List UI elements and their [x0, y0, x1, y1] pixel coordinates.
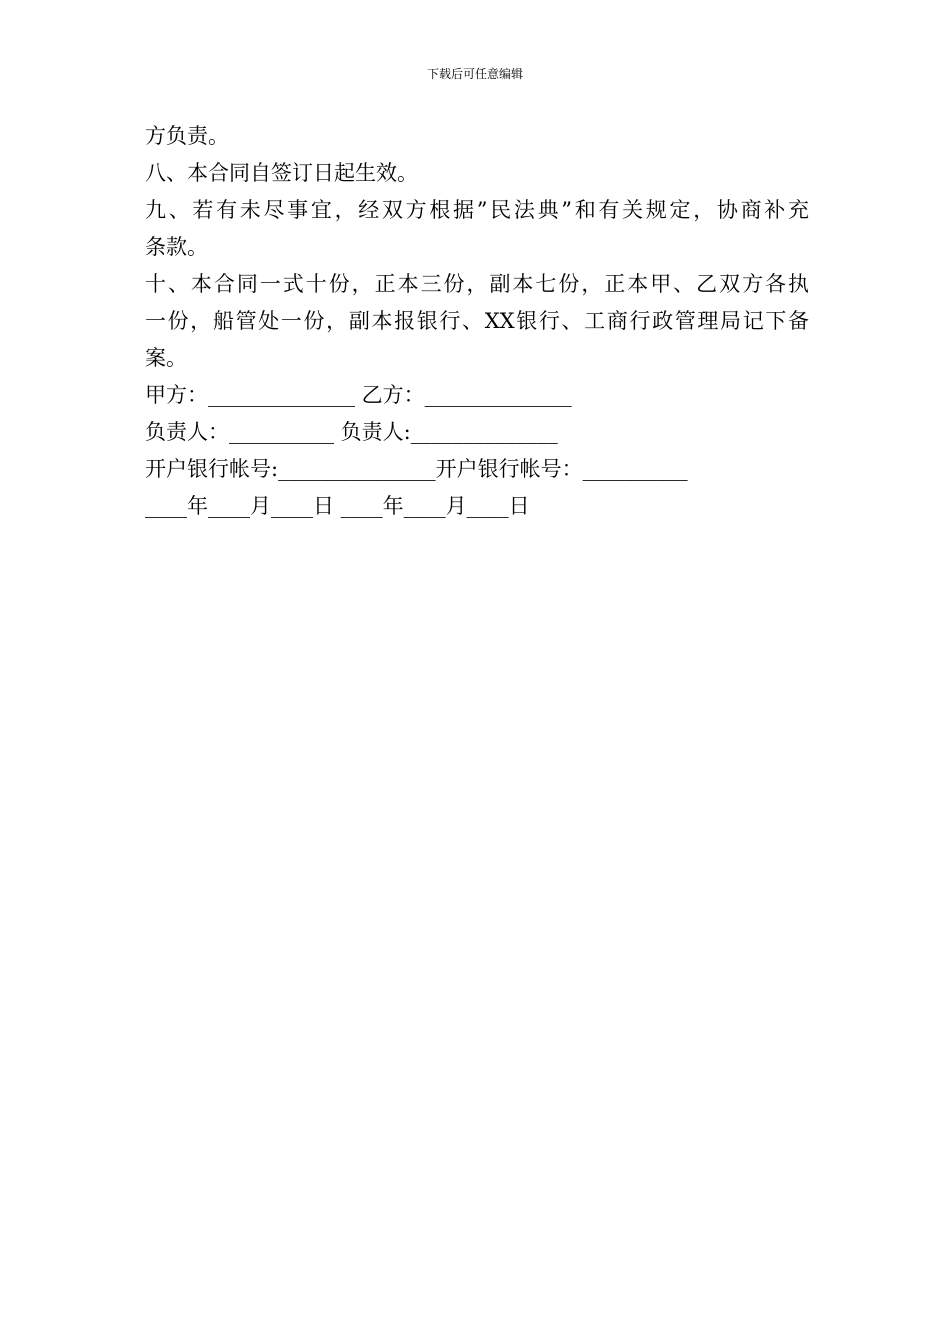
- clause-ten-line-2: 一份，船管处一份，副本报银行、XX银行、工商行政管理局记下备: [145, 309, 809, 333]
- page-header: 下载后可任意编辑: [426, 67, 523, 81]
- clause-nine-line-2: 条款。: [145, 235, 208, 259]
- clause-eight: 八、本合同自签订日起生效。: [145, 161, 418, 185]
- signature-responsible-line: 负责人：__________ 负责人:______________: [145, 420, 558, 444]
- signature-party-line: 甲方：______________ 乙方：______________: [145, 383, 572, 407]
- clause-ten-line-1: 十、本合同一式十份，正本三份，副本七份，正本甲、乙双方各执: [145, 272, 809, 296]
- clause-nine-line-1: 九、若有未尽事宜，经双方根据”民法典”和有关规定，协商补充: [145, 198, 809, 222]
- signature-bank-account-line: 开户银行帐号:_______________开户银行帐号：__________: [145, 457, 688, 481]
- signature-date-line: ____年____月____日 ____年____月____日: [145, 494, 530, 518]
- clause-ten-line-3: 案。: [145, 346, 187, 370]
- paragraph-line: 方负责。: [145, 124, 229, 148]
- document-body: [145, 118, 809, 525]
